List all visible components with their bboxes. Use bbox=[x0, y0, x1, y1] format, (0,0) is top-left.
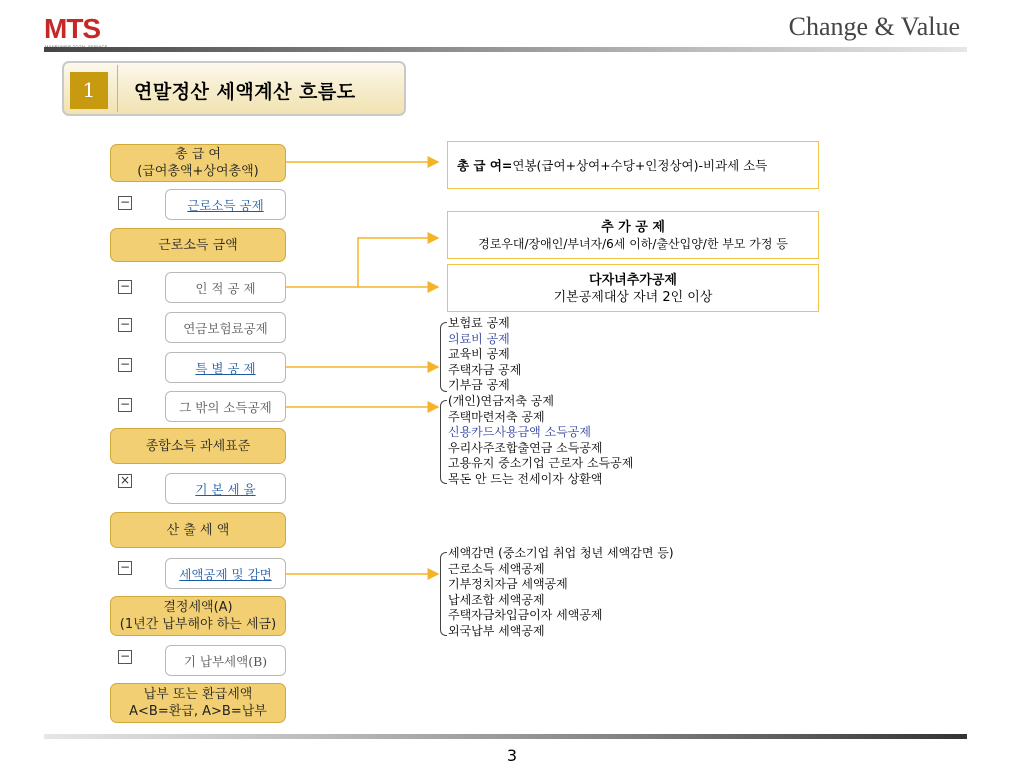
list-item: 근로소득 세액공제 bbox=[448, 561, 545, 576]
footer-divider bbox=[44, 734, 967, 739]
multi-child-box bbox=[447, 264, 819, 312]
multi-child-text: 기본공제대상 자녀 2인 이상 bbox=[553, 290, 713, 305]
minus-icon: − bbox=[119, 357, 131, 371]
other-deduction-label: 그 밖의 소득공제 bbox=[179, 399, 272, 415]
total-salary-box bbox=[110, 144, 286, 182]
total-salary-def-text: 연봉(급여+상여+수당+인정상여)-비과세 소득 bbox=[512, 158, 768, 173]
total-salary-title: 총 급 여 bbox=[175, 147, 221, 162]
tax-credit-list bbox=[448, 546, 674, 639]
multi-child-title: 다자녀추가공제 bbox=[589, 273, 677, 288]
tax-credit-label: 세액공제 및 감면 bbox=[179, 566, 272, 582]
tax-base-box bbox=[110, 428, 286, 464]
determined-tax-title: 결정세액(A) bbox=[163, 600, 233, 615]
other-list-brace bbox=[440, 400, 447, 484]
list-item: (개인)연금저축 공제 bbox=[448, 394, 554, 408]
determined-tax-box bbox=[110, 596, 286, 636]
earned-income-deduction-link[interactable] bbox=[165, 189, 286, 220]
arrow-additional-deduction bbox=[286, 238, 438, 287]
tax-credit-link[interactable] bbox=[165, 558, 286, 589]
calculated-tax-label: 산 출 세 액 bbox=[166, 522, 230, 538]
list-item: 고용유지 중소기업 근로자 소득공제 bbox=[448, 456, 634, 470]
additional-deduction-box bbox=[447, 211, 819, 259]
list-item: 목돈 안 드는 전세이자 상환액 bbox=[448, 471, 603, 486]
list-item: 기부금 공제 bbox=[448, 378, 510, 392]
earned-income-deduction-label: 근로소득 공제 bbox=[187, 197, 264, 213]
calculated-tax-box bbox=[110, 512, 286, 548]
special-deduction-link[interactable] bbox=[165, 352, 286, 383]
final-tax-title: 납부 또는 환급세액 bbox=[143, 687, 253, 702]
minus-icon: − bbox=[119, 560, 131, 574]
pension-deduction-box bbox=[165, 312, 286, 343]
pension-deduction-label: 연금보험료공제 bbox=[183, 320, 268, 336]
additional-deduction-title: 추 가 공 제 bbox=[601, 220, 665, 235]
list-item: 주택자금 공제 bbox=[448, 362, 522, 377]
logo-text: MTS bbox=[44, 13, 101, 44]
prepaid-tax-box bbox=[165, 645, 286, 676]
basic-tax-rate-label: 기 본 세 율 bbox=[195, 481, 256, 497]
tax-base-label: 종합소득 과세표준 bbox=[145, 438, 251, 454]
personal-deduction-label: 인 적 공 제 bbox=[195, 280, 256, 296]
total-salary-def-label: 총 급 여= bbox=[457, 158, 513, 173]
list-item: 납세조합 세액공제 bbox=[448, 592, 545, 607]
list-item: 세액감면 (중소기업 취업 청년 세액감면 등) bbox=[448, 546, 674, 560]
basic-tax-rate-link[interactable] bbox=[165, 473, 286, 504]
minus-icon: − bbox=[119, 397, 131, 411]
list-item: 신용카드사용금액 소득공제 bbox=[448, 425, 591, 439]
special-deduction-list bbox=[448, 316, 521, 394]
minus-icon: − bbox=[119, 649, 131, 663]
list-item: 교육비 공제 bbox=[448, 347, 510, 361]
page-title: 연말정산 세액계산 흐름도 bbox=[134, 81, 356, 103]
personal-deduction-box bbox=[165, 272, 286, 303]
earned-income-amount-label: 근로소득 금액 bbox=[158, 237, 238, 253]
credit-list-brace bbox=[440, 552, 447, 636]
list-item: 주택마련저축 공제 bbox=[448, 409, 545, 424]
title-separator bbox=[117, 65, 118, 112]
list-item: 의료비 공제 bbox=[448, 331, 510, 346]
list-item: 외국납부 세액공제 bbox=[448, 623, 545, 638]
list-item: 기부정치자금 세액공제 bbox=[448, 577, 568, 591]
special-deduction-label: 특 별 공 제 bbox=[195, 360, 256, 376]
additional-deduction-text: 경로우대/장애인/부녀자/6세 이하/출산입양/한 부모 가정 등 bbox=[478, 237, 788, 251]
final-tax-box bbox=[110, 683, 286, 723]
title-number: 1 bbox=[70, 72, 108, 109]
list-item: 보험료 공제 bbox=[448, 316, 510, 330]
mts-logo bbox=[44, 14, 134, 50]
multiply-icon: × bbox=[119, 473, 131, 487]
tagline: Change & Value bbox=[788, 12, 960, 41]
list-item: 우리사주조합출연금 소득공제 bbox=[448, 440, 603, 455]
total-salary-definition bbox=[447, 141, 819, 189]
determined-tax-desc: (1년간 납부해야 하는 세금) bbox=[119, 617, 277, 632]
total-salary-desc: (급여총액+상여총액) bbox=[137, 164, 259, 179]
header-divider bbox=[44, 47, 967, 52]
minus-icon: − bbox=[119, 279, 131, 293]
other-deduction-box bbox=[165, 391, 286, 422]
page-number: 3 bbox=[506, 746, 518, 765]
final-tax-desc: A<B=환급, A>B=납부 bbox=[129, 704, 267, 719]
list-item: 주택자금차입금이자 세액공제 bbox=[448, 608, 603, 622]
special-list-brace bbox=[440, 322, 447, 392]
minus-icon: − bbox=[119, 195, 131, 209]
earned-income-amount-box bbox=[110, 228, 286, 262]
prepaid-tax-label: 기 납부세액(B) bbox=[183, 653, 268, 669]
other-deduction-list bbox=[448, 394, 633, 487]
minus-icon: − bbox=[119, 317, 131, 331]
